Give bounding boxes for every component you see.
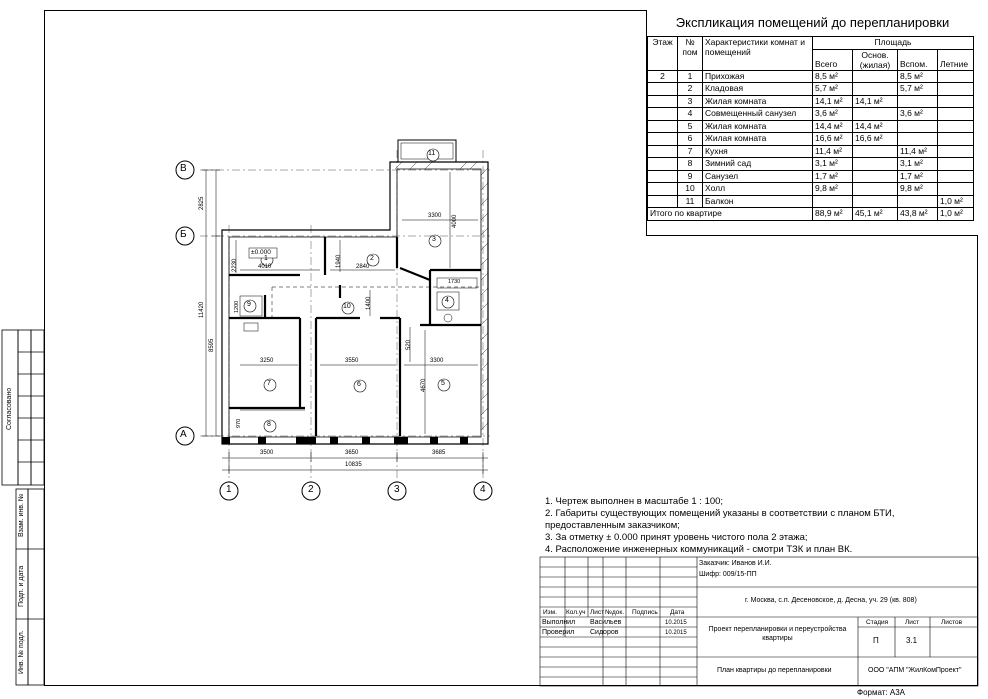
cell-aux: 8,5 м²	[898, 70, 938, 83]
header-aux: Вспом.	[898, 49, 938, 70]
cell-main	[853, 145, 898, 158]
dim-bottom-3: 3685	[432, 450, 446, 456]
dim-overall: 10835	[345, 462, 362, 468]
cell-num: 8	[678, 158, 703, 171]
stamp-company: ООО "АПМ "ЖилКомПроект"	[868, 667, 962, 674]
dim-left-1: 2825	[199, 196, 205, 210]
cell-num: 11	[678, 195, 703, 208]
cell-num: 7	[678, 145, 703, 158]
stamp-col-date: Дата	[670, 609, 685, 616]
stamp-sheet: 3.1	[906, 636, 918, 645]
cell-name: Прихожая	[703, 70, 813, 83]
cell-floor	[648, 170, 678, 183]
cell-aux: 5,7 м²	[898, 83, 938, 96]
room-number-5: 5	[441, 380, 445, 387]
table-row	[648, 195, 974, 208]
stamp-col-doc: №док.	[605, 609, 625, 616]
dim-room-13: 1730	[448, 279, 461, 285]
cell-total: 11,4 м²	[813, 145, 853, 158]
cell-floor	[648, 95, 678, 108]
cell-floor	[648, 183, 678, 196]
room-number-8: 8	[267, 421, 271, 428]
cell-main	[853, 83, 898, 96]
header-floor: Этаж	[648, 37, 678, 71]
cell-main	[853, 158, 898, 171]
header-area: Площадь	[813, 37, 974, 50]
room-number-2: 2	[370, 255, 374, 262]
total-aux: 43,8 м²	[898, 208, 938, 221]
stamp-col-sign: Подпись	[632, 609, 658, 616]
axis-label-4: 4	[480, 484, 486, 495]
cell-aux: 1,7 м²	[898, 170, 938, 183]
dim-room-15: 1200	[234, 300, 240, 313]
dim-room-2: 2840	[356, 264, 370, 270]
cell-summer	[938, 183, 974, 196]
cell-total: 5,7 м²	[813, 83, 853, 96]
cell-name: Жилая комната	[703, 133, 813, 146]
cell-total: 1,7 м²	[813, 170, 853, 183]
total-row	[648, 208, 974, 221]
cell-aux	[898, 120, 938, 133]
cell-total: 3,6 м²	[813, 108, 853, 121]
cell-aux: 3,6 м²	[898, 108, 938, 121]
total-summer: 1,0 м²	[938, 208, 974, 221]
header-num: № пом	[678, 37, 703, 71]
note-2b: предоставленным заказчиком;	[545, 520, 680, 531]
dim-bottom-2: 3650	[345, 450, 359, 456]
dim-room-7: 3300	[430, 358, 444, 364]
cell-summer	[938, 158, 974, 171]
room-number-10: 10	[343, 303, 351, 310]
cell-floor: 2	[648, 70, 678, 83]
header-total: Всего	[813, 49, 853, 70]
cell-total	[813, 195, 853, 208]
level-mark: ±0.000	[251, 249, 271, 256]
room-number-6: 6	[357, 381, 361, 388]
dim-room-14: 970	[236, 418, 242, 428]
cell-main: 14,4 м²	[853, 120, 898, 133]
dim-left-2: 11420	[199, 301, 205, 318]
cell-aux	[898, 133, 938, 146]
header-summer: Летние	[938, 49, 974, 70]
dim-room-6: 3550	[345, 358, 359, 364]
axis-label-3: 3	[394, 484, 400, 495]
explication-title: Экспликация помещений до перепланировки	[675, 15, 950, 30]
stamp-performed-date: 10.2015	[665, 620, 687, 626]
dim-room-3: 3300	[428, 213, 442, 219]
cell-num: 4	[678, 108, 703, 121]
stamp-checked-label: Проверил	[542, 629, 575, 636]
cell-num: 2	[678, 83, 703, 96]
dim-bottom-1: 3500	[260, 450, 274, 456]
cell-summer	[938, 83, 974, 96]
cell-num: 6	[678, 133, 703, 146]
dim-room-5: 3250	[260, 358, 274, 364]
cell-aux: 3,1 м²	[898, 158, 938, 171]
axis-label-v: В	[180, 163, 187, 174]
notes	[545, 496, 895, 556]
cell-main	[853, 108, 898, 121]
cell-main	[853, 170, 898, 183]
dim-room-8: 1400	[366, 296, 372, 310]
cell-summer	[938, 133, 974, 146]
cell-num: 5	[678, 120, 703, 133]
cell-total: 14,1 м²	[813, 95, 853, 108]
room-number-7: 7	[267, 380, 271, 387]
cell-main	[853, 195, 898, 208]
cell-num: 10	[678, 183, 703, 196]
note-2: 2. Габариты существующих помещений указаны в соответствии с планом БТИ,	[545, 508, 895, 519]
cell-name: Кухня	[703, 145, 813, 158]
stamp-code: Шифр: 009/15-ПП	[699, 571, 757, 578]
axis-label-1: 1	[226, 484, 232, 495]
table-row	[648, 95, 974, 108]
cell-aux	[898, 95, 938, 108]
cell-main	[853, 70, 898, 83]
axis-label-a: А	[180, 429, 187, 440]
note-3: 3. За отметку ± 0.000 принят уровень чистого пола 2 этажа;	[545, 532, 808, 543]
cell-aux	[898, 195, 938, 208]
cell-total: 9,8 м²	[813, 183, 853, 196]
cell-name: Зимний сад	[703, 158, 813, 171]
table-row	[648, 83, 974, 96]
note-4: 4. Расположение инженерных коммуникаций - смотри ТЗК и план ВК.	[545, 544, 853, 555]
room-number-3: 3	[432, 236, 436, 243]
stamp-stage: П	[873, 636, 879, 645]
stamp-performed-name: Васильев	[590, 619, 622, 626]
note-1: 1. Чертеж выполнен в масштабе 1 : 100;	[545, 496, 724, 507]
cell-floor	[648, 120, 678, 133]
side-label-sign-date: Подп. и дата	[18, 565, 25, 607]
stamp-customer: Заказчик: Иванов И.И.	[699, 560, 772, 567]
dim-room-4: 4000	[452, 214, 458, 228]
total-main: 45,1 м²	[853, 208, 898, 221]
stamp-checked-date: 10.2015	[665, 630, 687, 636]
cell-summer	[938, 170, 974, 183]
cell-floor	[648, 108, 678, 121]
cell-name: Кладовая	[703, 83, 813, 96]
dim-room-11: 4670	[421, 378, 427, 392]
cell-floor	[648, 83, 678, 96]
dim-room-12: 520	[406, 339, 412, 350]
stamp-col-izm: Изм.	[543, 609, 557, 616]
stamp-col-list: Лист	[590, 609, 605, 616]
cell-floor	[648, 195, 678, 208]
cell-floor	[648, 145, 678, 158]
cell-name: Санузел	[703, 170, 813, 183]
cell-aux: 11,4 м²	[898, 145, 938, 158]
dim-room-10: 2230	[232, 258, 238, 272]
table-row	[648, 170, 974, 183]
axis-label-2: 2	[308, 484, 314, 495]
explication-table	[647, 36, 974, 221]
table-row	[648, 70, 974, 83]
cell-name: Жилая комната	[703, 95, 813, 108]
stamp-project: Проект перепланировки и переустройства квартиры	[708, 626, 847, 642]
cell-main	[853, 183, 898, 196]
room-number-1: 1	[264, 255, 268, 262]
cell-total: 3,1 м²	[813, 158, 853, 171]
table-row	[648, 145, 974, 158]
cell-aux: 9,8 м²	[898, 183, 938, 196]
cell-main: 14,1 м²	[853, 95, 898, 108]
stamp-sheet-label: Лист	[905, 619, 920, 626]
dim-room-1: 4010	[258, 264, 272, 270]
cell-total: 16,6 м²	[813, 133, 853, 146]
stamp-performed-label: Выполнил	[542, 619, 576, 626]
stamp-address: г. Москва, с.п. Десеновское, д. Десна, уч. 29 (кв. 808)	[745, 597, 917, 604]
cell-name: Холл	[703, 183, 813, 196]
dim-room-9: 1940	[336, 254, 342, 268]
side-label-inv-orig: Инв. № подл.	[18, 630, 25, 674]
cell-summer	[938, 95, 974, 108]
side-label-inv: Взам. инв. №	[18, 493, 25, 537]
total-label: Итого по квартире	[648, 208, 813, 221]
room-number-4: 4	[445, 297, 449, 304]
table-row	[648, 120, 974, 133]
table-row	[648, 133, 974, 146]
table-row	[648, 183, 974, 196]
cell-floor	[648, 158, 678, 171]
stamp-stage-label: Стадия	[866, 619, 889, 626]
cell-num: 3	[678, 95, 703, 108]
table-row	[648, 158, 974, 171]
cell-main: 16,6 м²	[853, 133, 898, 146]
room-number-9: 9	[247, 301, 251, 308]
cell-total: 14,4 м²	[813, 120, 853, 133]
cell-name: Балкон	[703, 195, 813, 208]
cell-total: 8,5 м²	[813, 70, 853, 83]
cell-floor	[648, 133, 678, 146]
cell-num: 9	[678, 170, 703, 183]
explication-rows	[648, 70, 974, 208]
cell-name: Совмещенный санузел	[703, 108, 813, 121]
axis-label-b: Б	[180, 229, 187, 240]
cell-summer: 1,0 м²	[938, 195, 974, 208]
cell-num: 1	[678, 70, 703, 83]
header-main: Основ. (жилая)	[853, 49, 898, 70]
stamp-sheet-title: План квартиры до перепланировки	[717, 667, 832, 674]
dim-left-3: 8595	[209, 338, 215, 352]
table-row	[648, 108, 974, 121]
stamp-sheets-label: Листов	[941, 619, 963, 626]
side-label-agreed: Согласовано	[6, 387, 13, 430]
cell-summer	[938, 70, 974, 83]
cell-name: Жилая комната	[703, 120, 813, 133]
explication-panel	[646, 10, 978, 236]
cell-summer	[938, 108, 974, 121]
cell-summer	[938, 145, 974, 158]
cell-summer	[938, 120, 974, 133]
stamp-col-kol: Кол.уч	[566, 609, 586, 616]
format-label: Формат: А3А	[857, 688, 905, 697]
stamp-checked-name: Сидоров	[590, 629, 619, 636]
header-char: Характеристики комнат и помещений	[703, 37, 813, 71]
room-number-11: 11	[428, 150, 436, 157]
total-total: 88,9 м²	[813, 208, 853, 221]
